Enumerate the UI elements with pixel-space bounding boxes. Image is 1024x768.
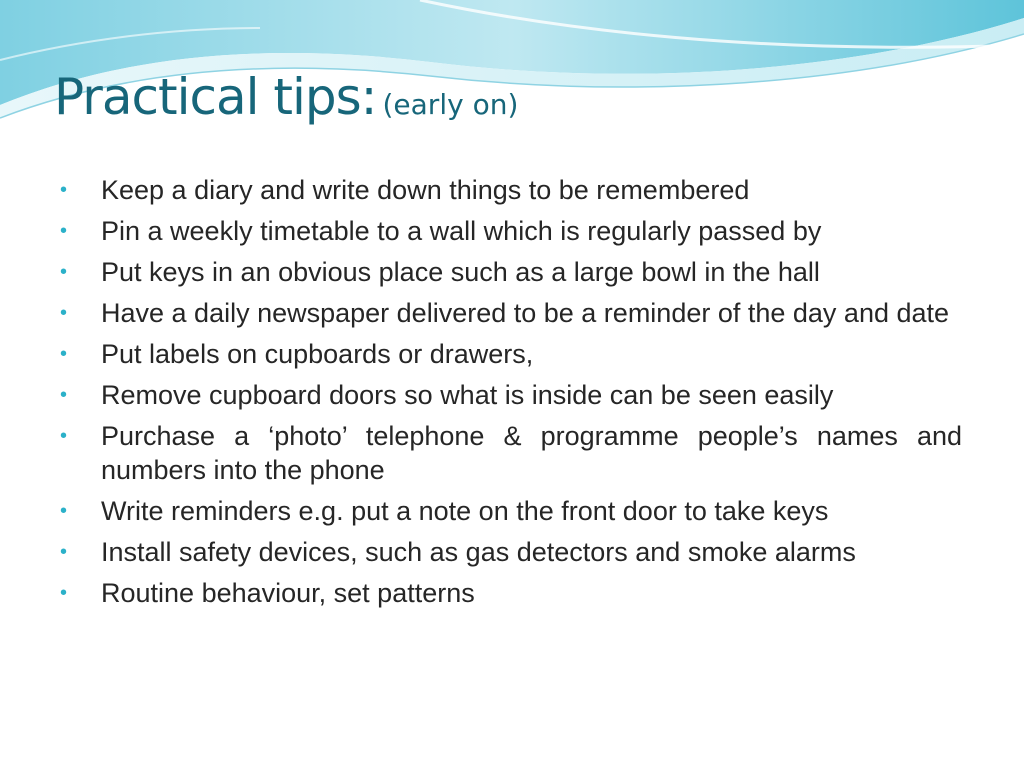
- bullet-dot-icon: •: [60, 500, 68, 522]
- bullet-dot-icon: •: [60, 220, 68, 242]
- list-item-text: Put keys in an obvious place such as a large bowl in the hall: [101, 257, 820, 287]
- list-item-text: Routine behaviour, set patterns: [101, 578, 475, 608]
- list-item: [60, 214, 962, 248]
- list-item: [60, 378, 962, 412]
- bullet-dot-icon: •: [60, 425, 68, 447]
- tips-list: [60, 173, 962, 617]
- bullet-dot-icon: •: [60, 179, 68, 201]
- list-item-text: Have a daily newspaper delivered to be a reminder of the day and date: [101, 298, 950, 328]
- list-item: [60, 337, 962, 371]
- list-item-text: Put labels on cupboards or drawers,: [101, 339, 534, 369]
- list-item: [60, 255, 962, 289]
- list-item-text: Install safety devices, such as gas detectors and smoke alarms: [101, 537, 856, 567]
- list-item-text: Keep a diary and write down things to be remembered: [101, 175, 750, 205]
- list-item-text: Remove cupboard doors so what is inside can be seen easily: [101, 380, 834, 410]
- list-item-text: Pin a weekly timetable to a wall which is regularly passed by: [101, 216, 822, 246]
- title-subtitle-text: (early on): [382, 88, 519, 121]
- list-item: [60, 535, 962, 569]
- list-item: [60, 296, 962, 330]
- bullet-dot-icon: •: [60, 384, 68, 406]
- title-main-text: Practical tips:: [54, 68, 377, 126]
- bullet-dot-icon: •: [60, 302, 68, 324]
- list-item: [60, 494, 962, 528]
- list-item: [60, 419, 962, 487]
- bullet-dot-icon: •: [60, 541, 68, 563]
- list-item-text: Write reminders e.g. put a note on the front door to take keys: [101, 496, 829, 526]
- list-item: [60, 576, 962, 610]
- bullet-dot-icon: •: [60, 343, 68, 365]
- list-item: [60, 173, 962, 207]
- list-item-text: Purchase a ‘photo’ telephone & programme people’s names and numbers into the phone: [101, 421, 962, 485]
- slide-title: [54, 68, 519, 126]
- bullet-dot-icon: •: [60, 582, 68, 604]
- bullet-dot-icon: •: [60, 261, 68, 283]
